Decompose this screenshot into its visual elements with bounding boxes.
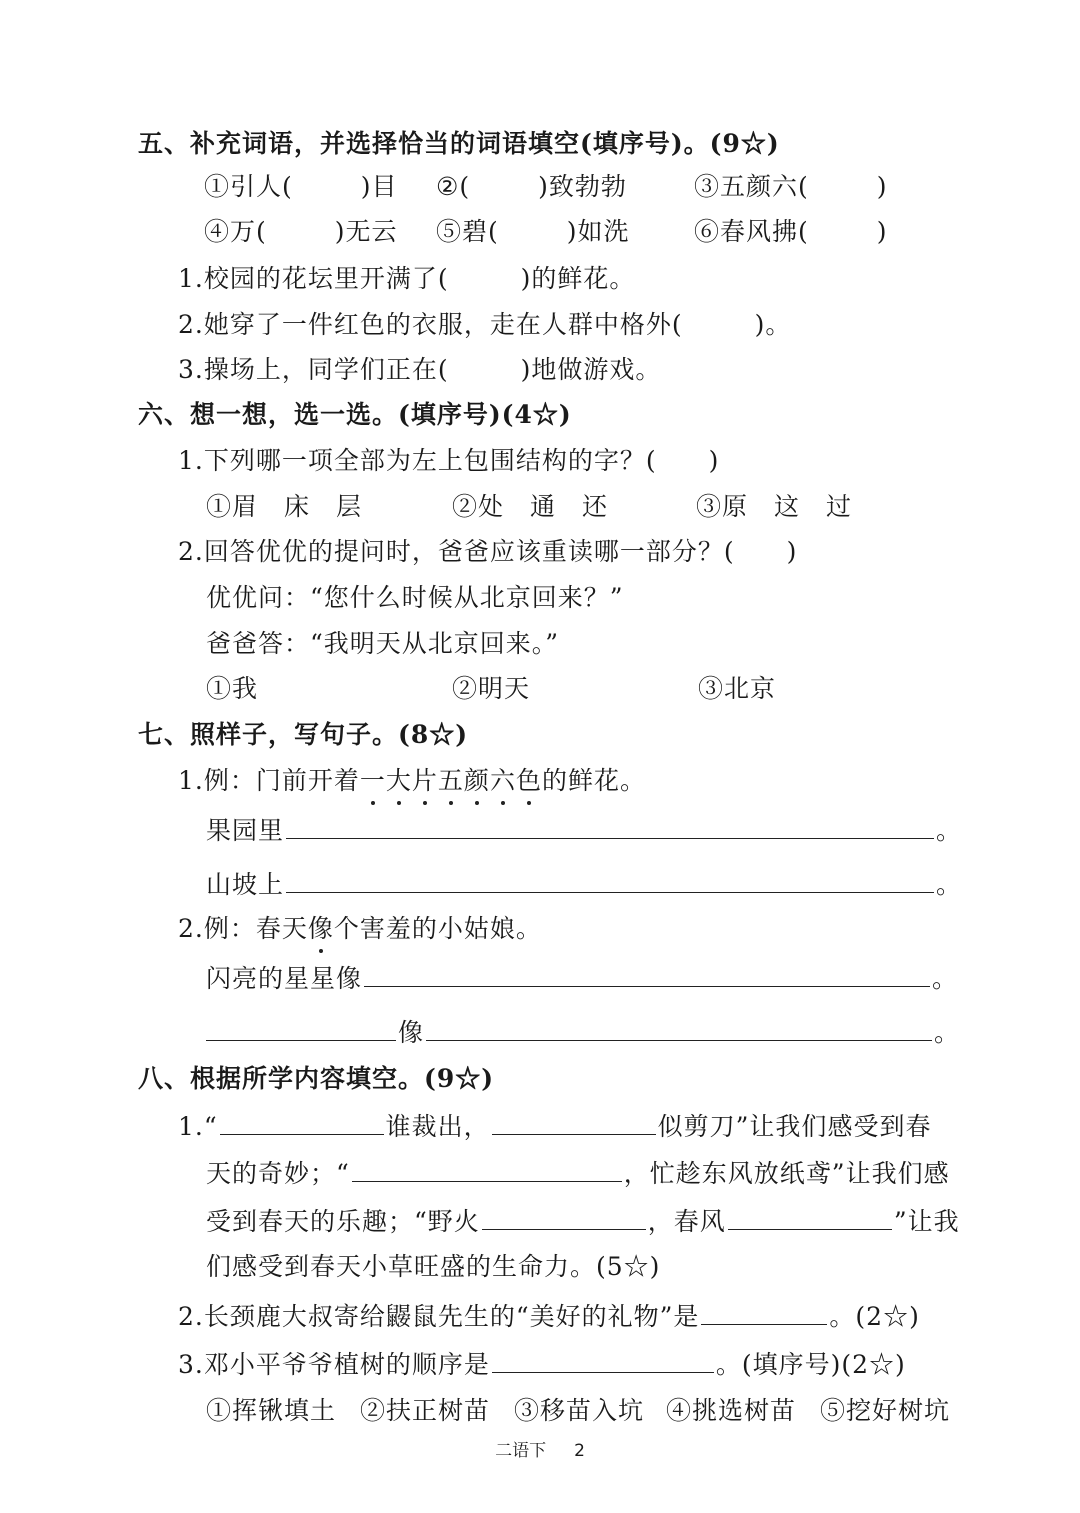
section8-q3: 3.邓小平爷爷植树的顺序是 。(填序号)(2☆) <box>178 1346 906 1382</box>
section5-title: 五、补充词语，并选择恰当的词语填空(填序号)。(9☆) <box>138 129 780 158</box>
section7-example2: 2.例：春天像个害羞的小姑娘。 <box>178 914 542 943</box>
section6-q1: 1.下列哪一项全部为左上包围结构的字？( ) <box>178 446 720 475</box>
option-2: ②处 通 还 <box>452 492 609 521</box>
section6-title: 六、想一想，选一选。(填序号)(4☆) <box>138 400 572 429</box>
answer-blank[interactable] <box>352 1155 622 1182</box>
answer-blank[interactable] <box>701 1298 827 1325</box>
section6-q2-answer: 爸爸答：“我明天从北京回来。” <box>206 629 560 658</box>
word-3-b: ) <box>876 172 888 201</box>
answer-line-hillside: 山坡上 。 <box>206 866 962 902</box>
answer-blank[interactable] <box>426 1014 932 1041</box>
answer-blank[interactable] <box>206 1014 396 1041</box>
answer-line-free: 像 。 <box>206 1014 960 1050</box>
footer-label: 二语下 <box>495 1441 547 1461</box>
section6-q2-ask: 优优问：“您什么时候从北京回来？” <box>206 583 624 612</box>
section8-q1-line1: 1.“ 谁裁出， 似剪刀”让我们感受到春 <box>178 1108 931 1144</box>
option-4: ④挑选树苗 <box>666 1396 797 1425</box>
section6-q2: 2.回答优优的提问时，爸爸应该重读哪一部分？( ) <box>178 537 798 566</box>
word-2-b: )致勃勃 <box>538 172 627 201</box>
option-3: ③北京 <box>698 674 777 703</box>
option-2: ②明天 <box>452 674 531 703</box>
word-5-a: ⑤碧( <box>436 217 499 246</box>
word-3-a: ③五颜六( <box>694 172 809 201</box>
option-5: ⑤挖好树坑 <box>820 1396 951 1425</box>
option-1: ①我 <box>206 674 259 703</box>
word-5-b: )如洗 <box>566 217 630 246</box>
answer-blank[interactable] <box>364 960 930 987</box>
section5-q3: 3.操场上，同学们正在( )地做游戏。 <box>178 355 662 384</box>
answer-blank[interactable] <box>482 1203 646 1230</box>
answer-blank[interactable] <box>728 1203 892 1230</box>
word-6-a: ⑥春风拂( <box>694 217 809 246</box>
option-2: ②扶正树苗 <box>360 1396 491 1425</box>
answer-line-orchard: 果园里 。 <box>206 812 962 848</box>
answer-blank[interactable] <box>286 812 934 839</box>
word-4-a: ④万( <box>204 217 267 246</box>
answer-blank[interactable] <box>220 1108 384 1135</box>
answer-line-stars: 闪亮的星星像 。 <box>206 960 958 996</box>
word-4-b: )无云 <box>334 217 398 246</box>
page-number: 2 <box>574 1441 585 1461</box>
section7-example1: 1.例：门前开着一大片五颜六色的鲜花。 <box>178 766 646 795</box>
word-1-a: ①引人( <box>204 172 293 201</box>
word-2-a: ②( <box>436 172 471 201</box>
word-6-b: ) <box>876 217 888 246</box>
section7-title: 七、照样子，写句子。(8☆) <box>138 720 469 749</box>
section8-q1-line2: 天的奇妙；“ ，忙趁东风放纸鸢”让我们感 <box>206 1155 950 1191</box>
section5-q2: 2.她穿了一件红色的衣服，走在人群中格外( )。 <box>178 310 792 339</box>
word-1-b: )目 <box>360 172 398 201</box>
section5-q1: 1.校园的花坛里开满了( )的鲜花。 <box>178 264 636 293</box>
option-1: ①眉 床 层 <box>206 492 363 521</box>
answer-blank[interactable] <box>286 866 934 893</box>
option-1: ①挥锹填土 <box>206 1396 337 1425</box>
option-3: ③原 这 过 <box>696 492 853 521</box>
section8-q1-line4: 们感受到春天小草旺盛的生命力。(5☆) <box>206 1252 661 1281</box>
answer-blank[interactable] <box>492 1108 656 1135</box>
section8-q2: 2.长颈鹿大叔寄给鼹鼠先生的“美好的礼物”是 。(2☆) <box>178 1298 920 1334</box>
section8-title: 八、根据所学内容填空。(9☆) <box>138 1064 495 1093</box>
option-3: ③移苗入坑 <box>514 1396 645 1425</box>
section8-q1-line3: 受到春天的乐趣；“野火 ，春风 ”让我 <box>206 1203 960 1239</box>
page-footer <box>0 1436 1080 1461</box>
answer-blank[interactable] <box>492 1346 714 1373</box>
